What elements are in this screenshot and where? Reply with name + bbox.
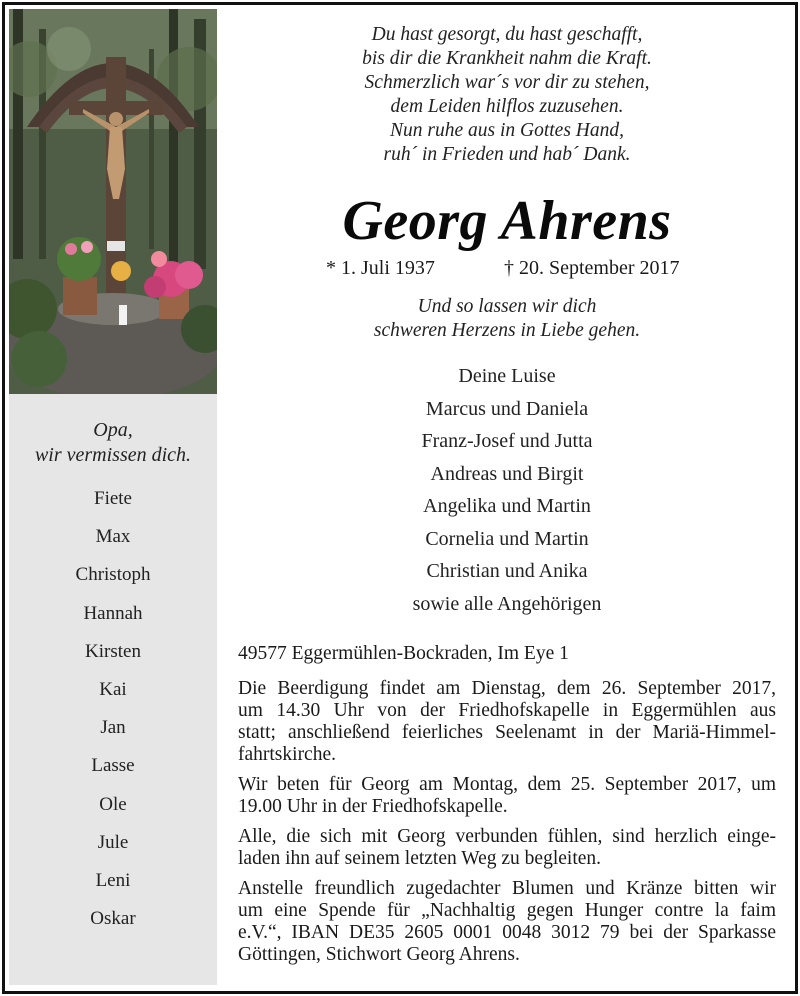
address: 49577 Eggermühlen-Bockraden, Im Eye 1 (238, 643, 569, 664)
family-member: Cornelia und Martin (425, 527, 589, 550)
text-line: e.V.“, IBAN DE35 2605 0001 0048 3012 79 bei der Sparkasse (238, 922, 776, 943)
text-line: Wir beten für Georg am Montag, dem 25. September 2017, um (238, 774, 776, 795)
grandchild-name: Lasse (91, 755, 135, 777)
farewell-line: Und so lassen wir dich (417, 296, 597, 317)
family-list (238, 360, 776, 620)
family-member: Marcus und Daniela (425, 397, 589, 420)
prayer-info (238, 774, 776, 818)
farewell-line: schweren Herzens in Liebe gehen. (373, 320, 641, 341)
invitation-info (238, 826, 776, 870)
poem-line: dem Leiden hilflos zuzusehen. (390, 96, 624, 117)
funeral-info (238, 678, 776, 766)
grandchild-name: Jan (100, 717, 126, 739)
text-line: um 14.30 Uhr von der Friedhofskapelle in Eggermühlen aus (238, 700, 776, 721)
left-column (9, 9, 217, 985)
birth-date: * 1. Juli 1937 (326, 257, 435, 279)
family-member: Angelika und Martin (423, 495, 591, 517)
family-member: Christian und Anika (426, 560, 588, 582)
wayside-crucifix-icon (9, 9, 217, 394)
text-line: Alle, die sich mit Georg verbunden fühlen, sind herzlich einge- (238, 826, 776, 847)
heading-line: Opa, (93, 419, 133, 441)
grandchild-name: Max (95, 526, 131, 548)
family-member: Andreas und Birgit (430, 462, 584, 485)
grandchild-name: Kai (99, 678, 127, 700)
grandchild-name: Jule (97, 831, 129, 853)
poem-line: Du hast gesorgt, du hast geschafft, (371, 24, 643, 45)
text-line: laden ihn auf seinem letzten Weg zu begleiten. (238, 848, 602, 869)
poem-line: Nun ruhe aus in Gottes Hand, (390, 120, 624, 141)
grandchild-name: Fiete (94, 488, 132, 509)
grandchild-name: Hannah (83, 602, 143, 624)
text-line: Anstelle freundlich zugedachter Blumen und Kränze bitten wir (238, 878, 776, 899)
text-line: Die Beerdigung findet am Dienstag, dem 26. September 2017, (238, 678, 776, 699)
deceased-name: Georg Ahrens (342, 190, 672, 252)
life-dates (238, 257, 776, 287)
right-column (238, 9, 776, 966)
crucifix-photo (9, 9, 217, 394)
poem-line: bis dir die Krankheit nahm die Kraft. (362, 48, 652, 69)
family-member: Deine Luise (458, 365, 556, 387)
donation-info (238, 878, 776, 966)
grandchild-name: Kirsten (85, 640, 141, 662)
grandchild-name: Leni (95, 869, 131, 891)
grandchild-name: Christoph (75, 564, 151, 586)
text-line: 19.00 Uhr in der Friedhofskapelle. (238, 796, 508, 817)
family-member: Franz-Josef und Jutta (421, 430, 593, 452)
poem-line: Schmerzlich war´s vor dir zu stehen, (364, 72, 650, 93)
text-line: Göttingen, Stichwort Georg Ahrens. (238, 944, 520, 965)
text-line: um eine Spende für „Nachhaltig gegen Hunger contre la faim (238, 900, 776, 921)
poem (238, 23, 776, 167)
farewell-text (238, 295, 776, 343)
text-line: statt; anschließend feierliches Seelenamt in der Mariä-Himmel- (238, 722, 776, 743)
text-line: fahrtskirche. (238, 744, 336, 765)
grandchild-name: Ole (99, 793, 127, 815)
grandchildren-box (9, 394, 217, 985)
family-member: sowie alle Angehörigen (412, 592, 602, 615)
grandchildren-heading (9, 418, 217, 468)
poem-line: ruh´ in Frieden und hab´ Dank. (383, 144, 631, 165)
grandchild-name: Oskar (90, 908, 136, 930)
death-date: † 20. September 2017 (504, 257, 680, 279)
grandchildren-list (9, 480, 217, 938)
heading-line: wir vermissen dich. (34, 444, 192, 466)
